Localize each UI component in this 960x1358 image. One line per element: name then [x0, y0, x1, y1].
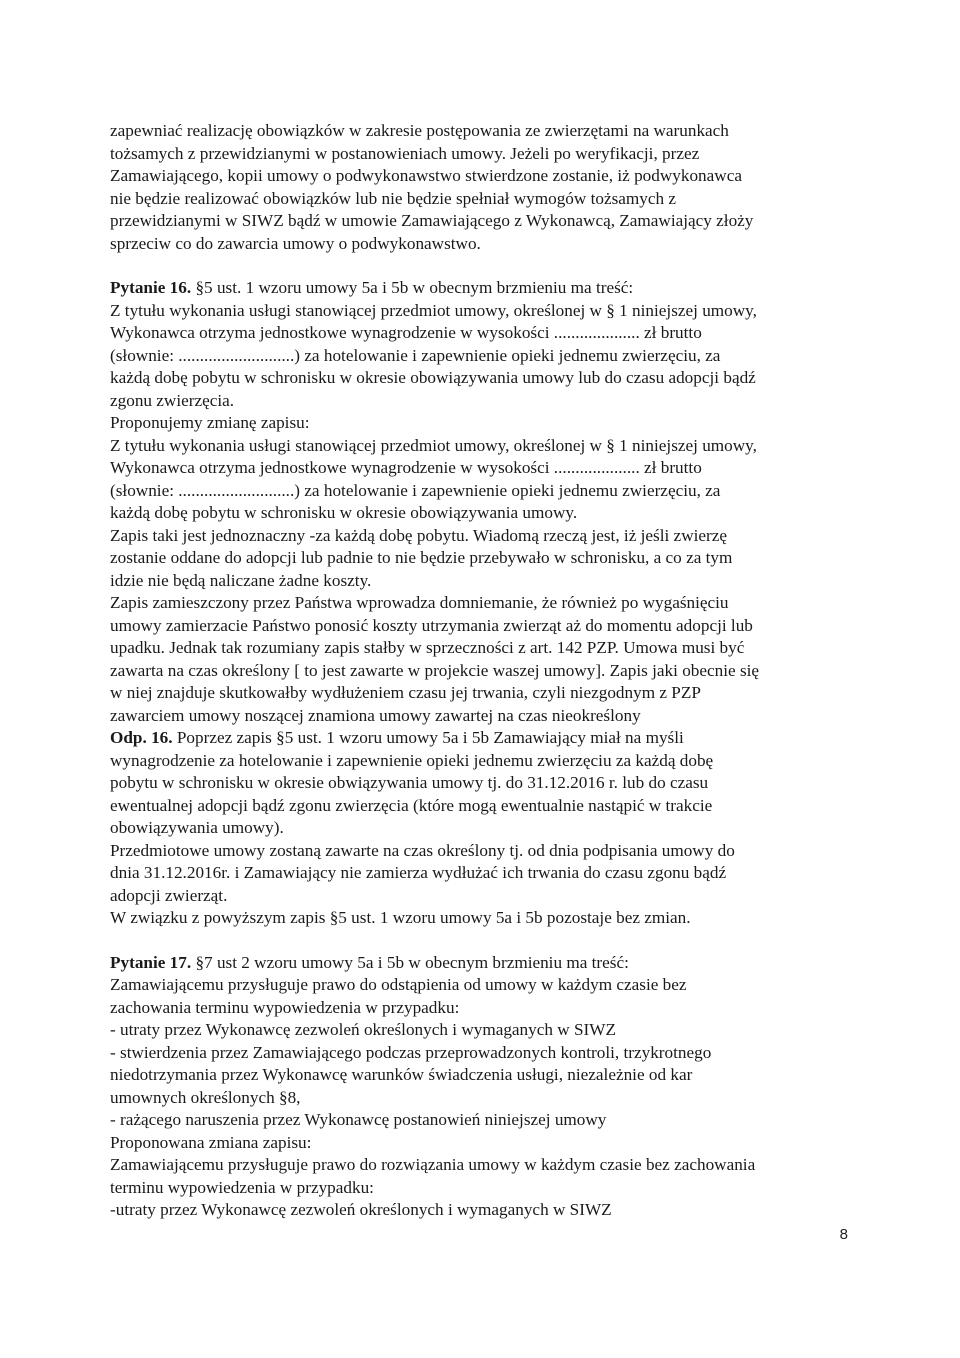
- text-line: Proponujemy zmianę zapisu:: [110, 413, 310, 432]
- text-line: - utraty przez Wykonawcę zezwoleń określonych i wymaganych w SIWZ: [110, 1020, 616, 1039]
- spacer: [110, 930, 845, 952]
- text-line: przewidzianymi w SIWZ bądź w umowie Zamawiającego z Wykonawcą, Zamawiający złoży: [110, 211, 754, 230]
- text-line: zawarciem umowy noszącej znamiona umowy zawartej na czas nieokreślony: [110, 705, 641, 725]
- text-line: Zapis taki jest jednoznaczny -za każdą dobę pobytu. Wiadomą rzeczą jest, iż jeśli zwierzę: [110, 525, 727, 545]
- question-16: [110, 277, 845, 930]
- text-line: każdą dobę pobytu w schronisku w okresie obowiązywania umowy lub do czasu adopcji bądź: [110, 368, 756, 387]
- text-line: obowiązywania umowy).: [110, 818, 284, 837]
- text-line: umowy zamierzacie Państwo ponosić koszty utrzymania zwierząt aż do momentu adopcji lub: [110, 615, 753, 635]
- text-line: w niej znajduje skutkowałby wydłużeniem czasu jej trwania, czyli niezgodnym z PZP: [110, 683, 701, 702]
- question-16-heading-text: §5 ust. 1 wzoru umowy 5a i 5b w obecnym brzmieniu ma treść:: [191, 278, 634, 297]
- text-line: ewentualnej adopcji bądź zgonu zwierzęcia (które mogą ewentualnie nastąpić w trakcie: [110, 795, 713, 815]
- text-line: umownych określonych §8,: [110, 1087, 301, 1107]
- answer-16-heading: [110, 727, 845, 750]
- question-17-heading: [110, 952, 845, 975]
- text-line: Wykonawca otrzyma jednostkowe wynagrodzenie w wysokości .................... zł brutto: [110, 458, 702, 477]
- question-17-label: Pytanie 17.: [110, 952, 192, 972]
- text-line: upadku. Jednak tak rozumiany zapis stałby w sprzeczności z art. 142 PZP. Umowa musi być: [110, 638, 745, 657]
- text-line: - stwierdzenia przez Zamawiającego podczas przeprowadzonych kontroli, trzykrotnego: [110, 1042, 712, 1062]
- question-16-label: Pytanie 16.: [110, 278, 192, 297]
- text-line: zostanie oddane do adopcji lub padnie to nie będzie przebywało w schronisku, a co za tym: [110, 548, 733, 567]
- text-line: nie będzie realizować obowiązków lub nie będzie spełniał wymogów tożsamych z: [110, 188, 677, 208]
- answer-16-label: Odp. 16.: [110, 728, 173, 747]
- text-line: tożsamych z przewidzianymi w postanowieniach umowy. Jeżeli po weryfikacji, przez: [110, 143, 700, 163]
- text-line: każdą dobę pobytu w schronisku w okresie obowiązywania umowy.: [110, 503, 578, 522]
- text-line: niedotrzymania przez Wykonawcę warunków świadczenia usługi, niezależnie od kar: [110, 1065, 693, 1084]
- text-line: Wykonawca otrzyma jednostkowe wynagrodzenie w wysokości .................... zł brutto: [110, 323, 702, 342]
- document-page: [110, 120, 845, 1222]
- text-line: adopcji zwierząt.: [110, 885, 228, 905]
- text-line: idzie nie będą naliczane żadne koszty.: [110, 570, 372, 590]
- text-line: (słownie: ...........................) za hotelowanie i zapewnienie opieki jednemu zwierzęciu, za: [110, 480, 721, 500]
- intro-paragraph: [110, 120, 845, 255]
- text-line: Z tytułu wykonania usługi stanowiącej przedmiot umowy, określonej w § 1 niniejszej umowy,: [110, 435, 757, 455]
- text-line: zapewniać realizację obowiązków w zakresie postępowania ze zwierzętami na warunkach: [110, 121, 729, 140]
- text-line: Zamawiającego, kopii umowy o podwykonawstwo stwierdzone zostanie, iż podwykonawca: [110, 166, 742, 185]
- question-16-heading: [110, 277, 845, 300]
- text-line: pobytu w schronisku w okresie obwiązywania umowy tj. do 31.12.2016 r. lub do czasu: [110, 773, 709, 792]
- text-line: terminu wypowiedzenia w przypadku:: [110, 1177, 374, 1197]
- text-line: sprzeciw co do zawarcia umowy o podwykonawstwo.: [110, 233, 481, 253]
- spacer: [110, 255, 845, 277]
- text-line: zgonu zwierzęcia.: [110, 390, 235, 410]
- text-line: zachowania terminu wypowiedzenia w przypadku:: [110, 997, 460, 1017]
- answer-16-heading-text: Poprzez zapis §5 ust. 1 wzoru umowy 5a i 5b Zamawiający miał na myśli: [172, 728, 684, 747]
- text-line: wynagrodzenie za hotelowanie i zapewnienie opieki jednemu zwierzęciu za każdą dobę: [110, 750, 714, 770]
- question-17-heading-text: §7 ust 2 wzoru umowy 5a i 5b w obecnym brzmieniu ma treść:: [191, 952, 629, 972]
- text-line: -utraty przez Wykonawcę zezwoleń określonych i wymaganych w SIWZ: [110, 1200, 612, 1219]
- text-line: - rażącego naruszenia przez Wykonawcę postanowień niniejszej umowy: [110, 1110, 607, 1129]
- text-line: W związku z powyższym zapis §5 ust. 1 wzoru umowy 5a i 5b pozostaje bez zmian.: [110, 908, 691, 927]
- text-line: Zamawiającemu przysługuje prawo do rozwiązania umowy w każdym czasie bez zachowania: [110, 1155, 756, 1174]
- text-line: Z tytułu wykonania usługi stanowiącej przedmiot umowy, określonej w § 1 niniejszej umowy,: [110, 300, 757, 320]
- text-line: dnia 31.12.2016r. i Zamawiający nie zamierza wydłużać ich trwania do czasu zgonu bądź: [110, 863, 727, 882]
- question-17: [110, 952, 845, 1222]
- text-line: Zapis zamieszczony przez Państwa wprowadza domniemanie, że również po wygaśnięciu: [110, 593, 729, 612]
- text-line: zawarta na czas określony [ to jest zawarte w projekcie waszej umowy]. Zapis jaki obecnie się: [110, 660, 760, 680]
- text-line: (słownie: ...........................) za hotelowanie i zapewnienie opieki jednemu zwierzęciu, za: [110, 345, 721, 365]
- text-line: Przedmiotowe umowy zostaną zawarte na czas określony tj. od dnia podpisania umowy do: [110, 840, 735, 860]
- text-line: Zamawiającemu przysługuje prawo do odstąpienia od umowy w każdym czasie bez: [110, 975, 687, 994]
- text-line: Proponowana zmiana zapisu:: [110, 1132, 312, 1152]
- page-number: 8: [839, 1226, 848, 1243]
